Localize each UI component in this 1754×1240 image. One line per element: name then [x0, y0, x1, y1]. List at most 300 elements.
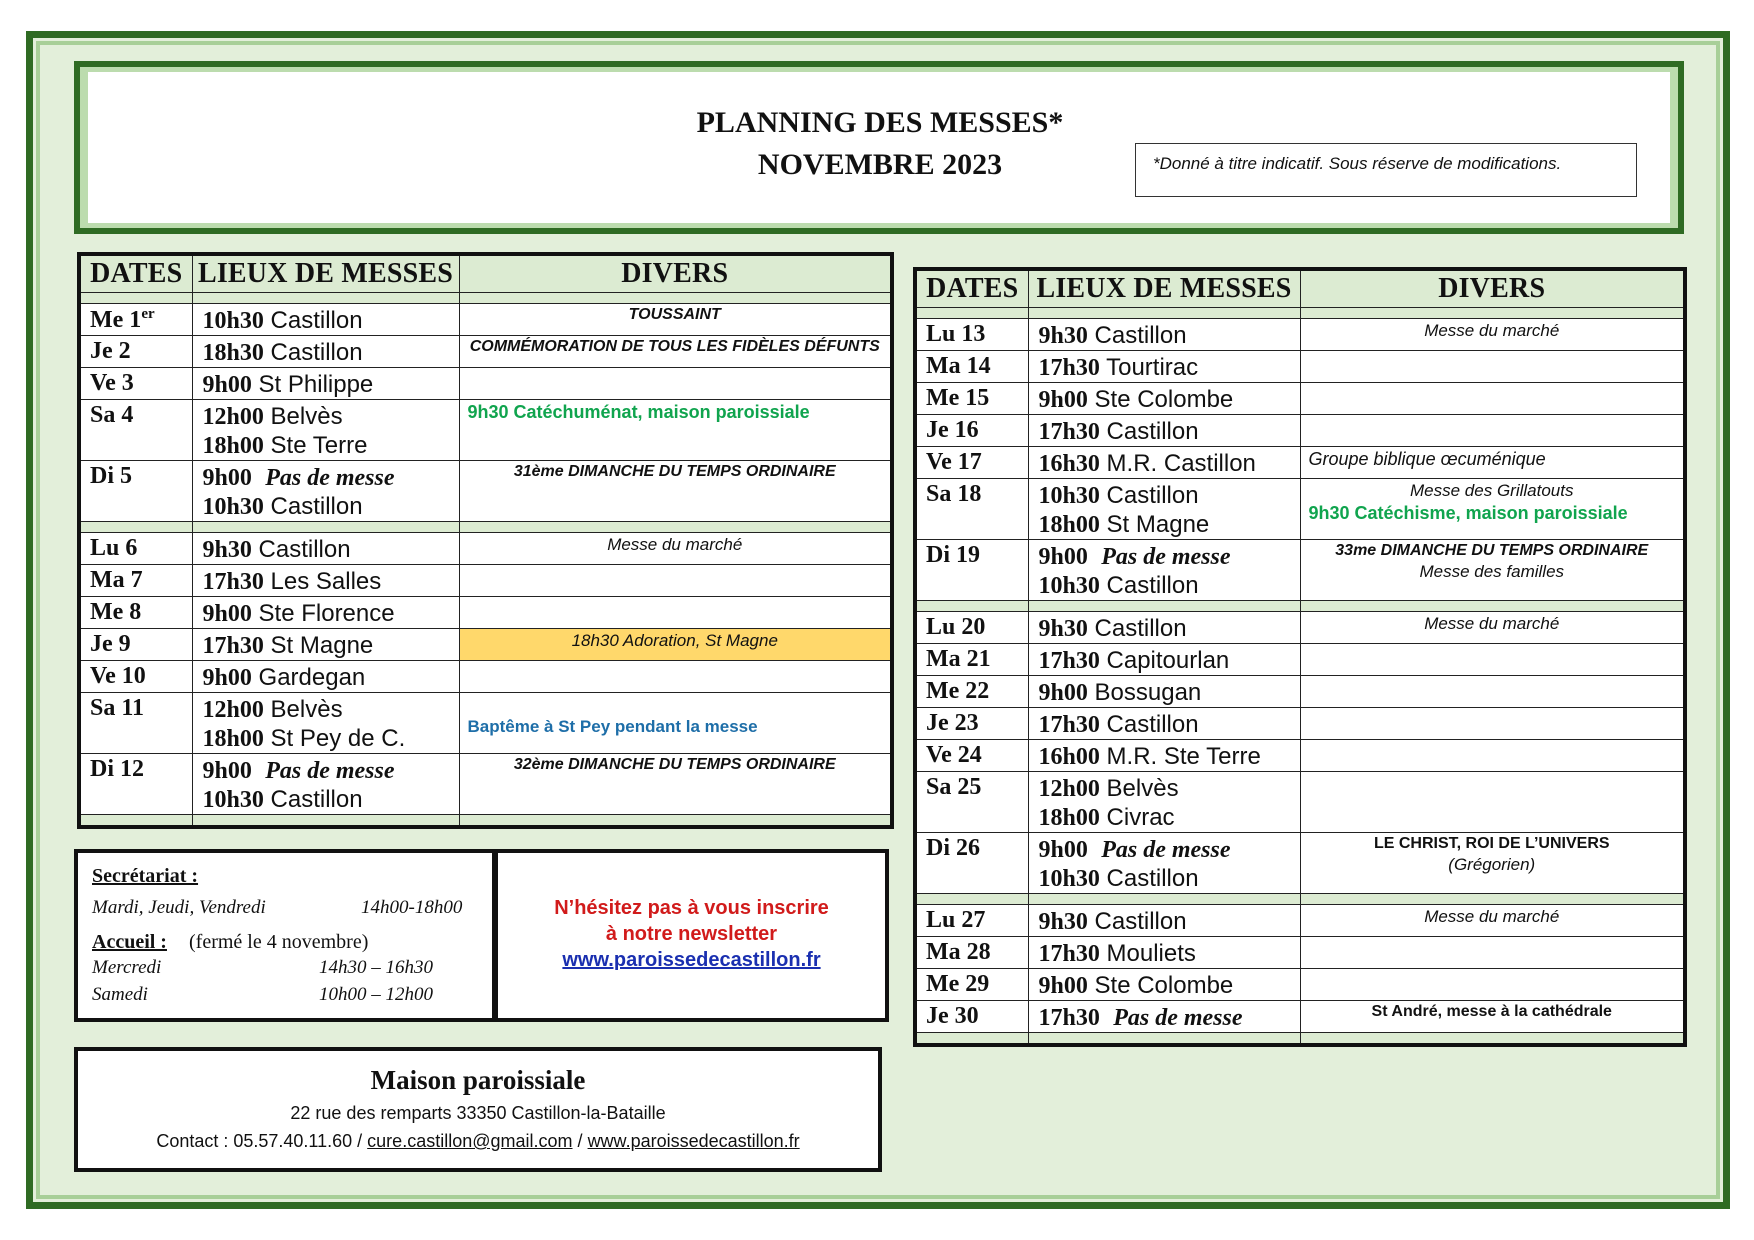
day-label: Je 16 — [926, 416, 979, 443]
day-label: Ve 17 — [926, 448, 982, 475]
mass-place: Castillon — [270, 306, 363, 334]
notes-cell — [459, 303, 892, 335]
mass-entry — [203, 695, 459, 724]
schedule-row — [79, 460, 892, 521]
note-text: Messe du marché — [1424, 906, 1560, 926]
notes-cell — [459, 753, 892, 814]
day-cell — [915, 739, 1028, 771]
mass-entry — [203, 338, 459, 367]
notes-cell — [1300, 936, 1685, 968]
mass-entry — [1039, 939, 1300, 968]
location-cell — [1028, 1000, 1300, 1032]
mass-entry — [1039, 971, 1300, 1000]
page-title: PLANNING DES MESSES* — [696, 106, 1064, 139]
notes-cell — [1300, 643, 1685, 675]
column-header-lieux: LIEUX DE MESSES — [1028, 269, 1300, 307]
day-cell — [915, 611, 1028, 643]
notes-cell — [459, 628, 892, 660]
location-cell — [1028, 643, 1300, 675]
schedule-row — [915, 936, 1685, 968]
mass-entry — [1039, 542, 1300, 571]
location-cell — [1028, 739, 1300, 771]
mass-place: Ste Colombe — [1094, 385, 1234, 413]
mass-time: 16h00 — [1038, 743, 1100, 770]
mass-place: Gardegan — [258, 663, 366, 691]
schedule-row — [915, 643, 1685, 675]
mass-place: Belvès — [270, 695, 343, 723]
day-label: Ma 14 — [926, 352, 991, 379]
mass-entry — [203, 463, 459, 492]
accueil-saturday-hours: 10h00 – 12h00 — [319, 984, 433, 1005]
day-cell — [915, 1000, 1028, 1032]
schedule-row — [79, 660, 892, 692]
mass-time: 17h30 — [202, 632, 264, 659]
contact-website-link[interactable]: www.paroissedecastillon.fr — [587, 1131, 800, 1151]
location-cell — [192, 753, 459, 814]
day-cell — [915, 446, 1028, 478]
location-cell — [192, 460, 459, 521]
day-suffix: er — [141, 305, 155, 322]
mass-entry — [1039, 774, 1300, 803]
newsletter-link[interactable]: www.paroissedecastillon.fr — [562, 949, 821, 971]
note-text: 9h30 Catéchuménat, maison paroissiale — [467, 401, 810, 422]
location-cell — [1028, 936, 1300, 968]
location-cell — [1028, 675, 1300, 707]
week-separator — [79, 521, 892, 532]
mass-time: 18h30 — [202, 339, 264, 366]
mass-place: St Magne — [270, 631, 374, 659]
mass-entry — [1039, 571, 1300, 600]
notes-cell — [459, 692, 892, 753]
mass-time: 18h00 — [1038, 804, 1100, 831]
mass-time: 18h00 — [1038, 511, 1100, 538]
mass-entry — [203, 724, 459, 753]
column-header-dates: DATES — [915, 269, 1028, 307]
mass-entry — [1039, 449, 1300, 478]
location-cell — [1028, 478, 1300, 539]
mass-entry — [1039, 710, 1300, 739]
day-cell — [915, 414, 1028, 446]
day-label: Ve 24 — [926, 741, 982, 768]
notes-cell — [1300, 832, 1685, 893]
schedule-row — [79, 367, 892, 399]
location-cell — [1028, 904, 1300, 936]
secretariat-title: Secrétariat : — [92, 865, 199, 887]
day-label: Di 26 — [926, 834, 980, 861]
location-cell — [192, 532, 459, 564]
day-cell — [915, 643, 1028, 675]
week-separator — [915, 893, 1685, 904]
notes-cell — [459, 596, 892, 628]
day-label: Sa 4 — [90, 401, 134, 428]
day-cell — [915, 771, 1028, 832]
mass-time: 10h30 — [1038, 482, 1100, 509]
mass-entry — [1039, 510, 1300, 539]
notes-cell — [1300, 1000, 1685, 1032]
schedule-row — [79, 596, 892, 628]
mass-entry — [1039, 678, 1300, 707]
mass-place: Castillon — [1094, 907, 1187, 935]
mass-time: 9h00 — [1038, 972, 1088, 999]
week-separator — [79, 814, 892, 827]
location-cell — [1028, 382, 1300, 414]
schedule-row — [915, 675, 1685, 707]
maison-contact — [78, 1131, 878, 1152]
note-text: Baptême à St Pey pendant la messe — [467, 716, 758, 736]
mass-place: Bossugan — [1094, 678, 1202, 706]
no-mass-label: Pas de messe — [1101, 543, 1231, 570]
location-cell — [1028, 539, 1300, 600]
note-text: Groupe biblique œcuménique — [1308, 448, 1546, 469]
note-text: 33me DIMANCHE DU TEMPS ORDINAIRE — [1335, 541, 1649, 559]
accueil-wednesday: Mercredi — [92, 957, 162, 978]
note-text: COMMÉMORATION DE TOUS LES FIDÈLES DÉFUNTS — [469, 337, 880, 355]
day-cell — [915, 675, 1028, 707]
secretariat-hours: 14h00-18h00 — [361, 897, 463, 918]
notes-cell — [1300, 446, 1685, 478]
note-text: LE CHRIST, ROI DE L’UNIVERS — [1373, 834, 1610, 852]
location-cell — [192, 399, 459, 460]
mass-time: 9h00 — [1038, 836, 1088, 863]
mass-time: 9h00 — [202, 664, 252, 691]
mass-time: 12h00 — [202, 696, 264, 723]
mass-place: Castillon — [1094, 614, 1187, 642]
mass-time: 10h30 — [202, 493, 264, 520]
maison-paroissiale-box — [74, 1047, 882, 1172]
day-label: Ma 28 — [926, 938, 991, 965]
notes-cell — [1300, 318, 1685, 350]
note-text: St André, messe à la cathédrale — [1371, 1002, 1612, 1020]
mass-time: 17h30 — [1038, 940, 1100, 967]
notes-cell — [1300, 414, 1685, 446]
day-label: Lu 20 — [926, 613, 986, 640]
mass-time: 12h00 — [202, 403, 264, 430]
mass-place: Castillon — [270, 492, 363, 520]
day-cell — [79, 460, 192, 521]
column-header-divers: DIVERS — [1300, 269, 1685, 307]
mass-place: Ste Florence — [258, 599, 395, 627]
mass-time: 9h00 — [1038, 386, 1088, 413]
mass-entry — [1039, 321, 1300, 350]
mass-time: 9h30 — [1038, 908, 1088, 935]
day-cell — [79, 564, 192, 596]
notes-cell — [459, 460, 892, 521]
day-label: Je 2 — [90, 337, 131, 364]
schedule-row — [79, 335, 892, 367]
schedule-row — [915, 968, 1685, 1000]
mass-entry — [1039, 907, 1300, 936]
location-cell — [192, 692, 459, 753]
secretariat-box — [74, 849, 496, 1022]
contact-email-link[interactable]: cure.castillon@gmail.com — [367, 1131, 573, 1151]
notes-cell — [1300, 350, 1685, 382]
day-label: Me 8 — [90, 598, 142, 625]
day-cell — [79, 303, 192, 335]
mass-entry — [1039, 385, 1300, 414]
day-label: Ma 21 — [926, 645, 991, 672]
day-label: Me 29 — [926, 970, 990, 997]
mass-time: 10h30 — [1038, 865, 1100, 892]
mass-entry — [1039, 742, 1300, 771]
day-cell — [915, 350, 1028, 382]
mass-place: Ste Terre — [270, 431, 368, 459]
mass-place: St Pey de C. — [270, 724, 406, 752]
mass-time: 9h00 — [1038, 679, 1088, 706]
mass-entry — [1039, 646, 1300, 675]
note-text: Messe du marché — [1424, 613, 1560, 633]
note-text: TOUSSAINT — [628, 305, 721, 323]
location-cell — [1028, 611, 1300, 643]
day-label: Me 15 — [926, 384, 990, 411]
location-cell — [192, 564, 459, 596]
maison-title: Maison paroissiale — [370, 1065, 586, 1095]
mass-entry — [1039, 481, 1300, 510]
day-label: Ve 10 — [90, 662, 146, 689]
schedule-row — [915, 350, 1685, 382]
mass-entry — [203, 431, 459, 460]
notes-cell — [1300, 771, 1685, 832]
schedule-row — [915, 478, 1685, 539]
mass-entry — [1039, 835, 1300, 864]
location-cell — [192, 660, 459, 692]
schedule-table-right — [913, 267, 1687, 1047]
mass-time: 18h00 — [202, 432, 264, 459]
mass-place: Capitourlan — [1106, 646, 1230, 674]
mass-time: 10h30 — [202, 786, 264, 813]
mass-place: Castillon — [1106, 710, 1199, 738]
day-cell — [915, 382, 1028, 414]
notes-cell — [1300, 611, 1685, 643]
note-text: 9h30 Catéchisme, maison paroissiale — [1308, 502, 1628, 523]
day-cell — [79, 628, 192, 660]
page-subtitle: NOVEMBRE 2023 — [757, 148, 1003, 181]
mass-entry — [1039, 803, 1300, 832]
schedule-row — [915, 611, 1685, 643]
schedule-row — [915, 707, 1685, 739]
notes-cell — [459, 367, 892, 399]
day-cell — [79, 596, 192, 628]
day-label: Lu 13 — [926, 320, 986, 347]
schedule-row — [915, 832, 1685, 893]
notes-cell — [1300, 707, 1685, 739]
location-cell — [1028, 771, 1300, 832]
day-cell — [79, 335, 192, 367]
accueil-note: (fermé le 4 novembre) — [189, 931, 369, 953]
mass-entry — [203, 370, 459, 399]
schedule-table-left — [77, 252, 894, 829]
no-mass-label: Pas de messe — [265, 464, 395, 491]
mass-time: 16h30 — [1038, 450, 1100, 477]
day-label: Sa 25 — [926, 773, 982, 800]
mass-place: Castillon — [1094, 321, 1187, 349]
location-cell — [192, 303, 459, 335]
day-label: Di 19 — [926, 541, 980, 568]
mass-time: 17h30 — [1038, 647, 1100, 674]
accueil-title: Accueil : — [92, 931, 167, 953]
mass-place: M.R. Ste Terre — [1106, 742, 1261, 770]
location-cell — [1028, 350, 1300, 382]
mass-place: Castillon — [270, 338, 363, 366]
note-text: 32ème DIMANCHE DU TEMPS ORDINAIRE — [513, 755, 836, 773]
newsletter-box — [494, 849, 889, 1022]
day-label: Je 9 — [90, 630, 131, 657]
day-cell — [915, 904, 1028, 936]
mass-place: St Philippe — [258, 370, 374, 398]
mass-entry — [203, 756, 459, 785]
notes-cell — [459, 399, 892, 460]
mass-time: 9h00 — [202, 371, 252, 398]
day-label: Me 22 — [926, 677, 990, 704]
mass-place: Castillon — [258, 535, 351, 563]
mass-time: 18h00 — [202, 725, 264, 752]
accueil-saturday: Samedi — [92, 984, 148, 1005]
note-text: Messe des familles — [1419, 561, 1565, 581]
contact-separator: / — [577, 1131, 583, 1151]
day-label: Di 12 — [90, 755, 144, 782]
mass-time: 9h30 — [1038, 322, 1088, 349]
schedule-row — [915, 739, 1685, 771]
notes-cell — [1300, 968, 1685, 1000]
mass-entry — [203, 567, 459, 596]
notes-cell — [1300, 539, 1685, 600]
location-cell — [1028, 707, 1300, 739]
location-cell — [192, 596, 459, 628]
mass-time: 17h30 — [1038, 1004, 1100, 1031]
mass-place: Belvès — [270, 402, 343, 430]
mass-entry — [203, 785, 459, 814]
notes-cell — [1300, 675, 1685, 707]
schedule-row — [79, 628, 892, 660]
week-separator — [915, 1032, 1685, 1045]
secretariat-days: Mardi, Jeudi, Vendredi — [92, 897, 266, 918]
day-cell — [79, 692, 192, 753]
mass-entry — [203, 631, 459, 660]
mass-entry — [203, 492, 459, 521]
mass-entry — [1039, 864, 1300, 893]
schedule-row — [79, 532, 892, 564]
day-cell — [915, 968, 1028, 1000]
note-text: (Grégorien) — [1448, 854, 1536, 874]
day-cell — [915, 707, 1028, 739]
notes-cell — [1300, 478, 1685, 539]
column-header-dates: DATES — [79, 254, 192, 292]
note-text: 31ème DIMANCHE DU TEMPS ORDINAIRE — [513, 462, 836, 480]
column-header-divers: DIVERS — [459, 254, 892, 292]
week-separator — [915, 600, 1685, 611]
mass-entry — [1039, 614, 1300, 643]
day-cell — [915, 832, 1028, 893]
schedule-row — [79, 692, 892, 753]
location-cell — [192, 628, 459, 660]
day-label: Ma 7 — [90, 566, 143, 593]
notes-cell — [459, 660, 892, 692]
mass-place: Tourtirac — [1106, 353, 1199, 381]
newsletter-line1: N’hésitez pas à vous inscrire — [554, 897, 829, 919]
mass-time: 10h30 — [202, 307, 264, 334]
notes-cell — [459, 532, 892, 564]
no-mass-label: Pas de messe — [1101, 836, 1231, 863]
day-label: Di 5 — [90, 462, 132, 489]
mass-place: Castillon — [1106, 417, 1199, 445]
mass-time: 17h30 — [1038, 711, 1100, 738]
mass-entry — [203, 599, 459, 628]
day-label: Je 30 — [926, 1002, 979, 1029]
notes-cell — [1300, 382, 1685, 414]
schedule-row — [915, 446, 1685, 478]
mass-time: 9h00 — [1038, 543, 1088, 570]
mass-place: Ste Colombe — [1094, 971, 1234, 999]
day-cell — [915, 478, 1028, 539]
mass-place: Les Salles — [270, 567, 382, 595]
notes-cell — [1300, 904, 1685, 936]
day-label: Lu 6 — [90, 534, 138, 561]
day-cell — [915, 318, 1028, 350]
accueil-wednesday-hours: 14h30 – 16h30 — [319, 957, 433, 978]
mass-place: Castillon — [1106, 864, 1199, 892]
schedule-row — [915, 1000, 1685, 1032]
note-text: Messe du marché — [1424, 320, 1560, 340]
day-cell — [79, 367, 192, 399]
day-cell — [915, 936, 1028, 968]
schedule-row — [915, 539, 1685, 600]
location-cell — [1028, 446, 1300, 478]
day-cell — [79, 753, 192, 814]
location-cell — [1028, 414, 1300, 446]
location-cell — [1028, 968, 1300, 1000]
mass-place: M.R. Castillon — [1106, 449, 1256, 477]
notes-cell — [459, 335, 892, 367]
mass-place: Mouliets — [1106, 939, 1196, 967]
location-cell — [1028, 318, 1300, 350]
location-cell — [192, 367, 459, 399]
no-mass-label: Pas de messe — [265, 757, 395, 784]
newsletter-line2: à notre newsletter — [605, 923, 778, 945]
day-label: Sa 11 — [90, 694, 145, 721]
note-text: Messe du marché — [607, 534, 743, 554]
mass-place: St Magne — [1106, 510, 1210, 538]
mass-place: Civrac — [1106, 803, 1175, 831]
mass-time: 9h00 — [202, 600, 252, 627]
schedule-row — [915, 771, 1685, 832]
mass-place: Castillon — [270, 785, 363, 813]
mass-time: 9h00 — [202, 464, 252, 491]
mass-entry — [1039, 417, 1300, 446]
notes-cell — [1300, 739, 1685, 771]
schedule-row — [915, 904, 1685, 936]
day-cell — [79, 532, 192, 564]
mass-entry — [203, 663, 459, 692]
mass-time: 9h30 — [202, 536, 252, 563]
mass-place: Belvès — [1106, 774, 1179, 802]
note-text: 18h30 Adoration, St Magne — [571, 630, 778, 650]
day-label: Sa 18 — [926, 480, 982, 507]
mass-time: 17h30 — [1038, 354, 1100, 381]
schedule-row — [915, 318, 1685, 350]
day-label: Ve 3 — [90, 369, 134, 396]
contact-phone: Contact : 05.57.40.11.60 / — [156, 1131, 363, 1151]
maison-address: 22 rue des remparts 33350 Castillon-la-Bataille — [290, 1103, 666, 1123]
mass-time: 9h00 — [202, 757, 252, 784]
schedule-row — [79, 564, 892, 596]
mass-entry — [203, 306, 459, 335]
mass-place: Castillon — [1106, 481, 1199, 509]
mass-time: 17h30 — [1038, 418, 1100, 445]
no-mass-label: Pas de messe — [1113, 1004, 1243, 1031]
schedule-row — [915, 414, 1685, 446]
column-header-lieux: LIEUX DE MESSES — [192, 254, 459, 292]
mass-time: 17h30 — [202, 568, 264, 595]
disclaimer-note: *Donné à titre indicatif. Sous réserve de modifications. — [1135, 143, 1637, 197]
